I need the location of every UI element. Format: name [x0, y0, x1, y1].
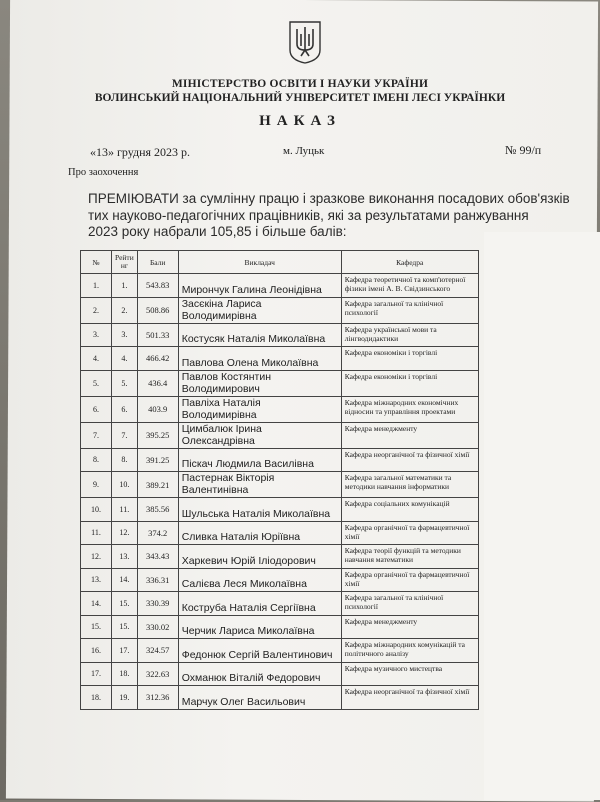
cell-teacher: Піскач Людмила Василівна: [178, 448, 341, 472]
cell-teacher: Сливка Наталія Юріївна: [178, 521, 341, 545]
table-row: [81, 568, 479, 592]
ministry-name: МІНІСТЕРСТВО ОСВІТИ І НАУКИ УКРАЇНИ: [171, 78, 429, 90]
header-teacher: Викладач: [178, 251, 341, 274]
cell-teacher: Пастернак Вікторія Валентинівна: [178, 472, 341, 498]
cell-department: Кафедра української мови та лінгводидактики: [341, 323, 478, 347]
cell-no: 5.: [81, 370, 112, 396]
cell-rank: 15.: [112, 615, 138, 639]
award-table: [80, 250, 479, 710]
paragraph-line-2: тих науково-педагогічних працівників, які за результатами ранжування: [88, 208, 529, 223]
cell-no: 6.: [81, 396, 112, 422]
cell-department: Кафедра соціальних комунікацій: [341, 498, 478, 522]
table-row: [81, 592, 479, 616]
cell-score: 336.31: [137, 568, 178, 592]
cell-no: 2.: [81, 297, 112, 323]
cell-department: Кафедра менеджменту: [341, 615, 478, 639]
table-row: [81, 545, 479, 569]
cell-rank: 1.: [112, 274, 138, 298]
cell-rank: 6.: [112, 396, 138, 422]
table-row: [81, 498, 479, 522]
table-row: [81, 422, 479, 448]
cell-no: 14.: [81, 592, 112, 616]
header-rank: Рейти нг: [112, 251, 138, 274]
cell-rank: 3.: [112, 323, 138, 347]
cell-score: 501.33: [137, 323, 178, 347]
paragraph-line-3: 2023 року набрали 105,85 і більше балів:: [88, 224, 347, 239]
cell-score: 391.25: [137, 448, 178, 472]
table-row: [81, 686, 479, 710]
document-title: НАКАЗ: [259, 113, 341, 129]
cell-department: Кафедра неорганічної та фізичної хімії: [341, 448, 478, 472]
cell-score: 324.57: [137, 639, 178, 663]
cell-score: 508.86: [137, 297, 178, 323]
cell-department: Кафедра міжнародних комунікацій та політичного аналізу: [341, 639, 478, 663]
cell-department: Кафедра загальної математики та методики навчання інформатики: [341, 472, 478, 498]
cell-rank: 7.: [112, 422, 138, 448]
table-row: [81, 639, 479, 663]
cell-teacher: Марчук Олег Васильович: [178, 686, 341, 710]
cell-score: 389.21: [137, 472, 178, 498]
table-header-row: [81, 251, 479, 274]
cell-department: Кафедра музичного мистецтва: [341, 662, 478, 686]
cell-department: Кафедра органічної та фармацевтичної хімії: [341, 521, 478, 545]
cell-no: 9.: [81, 472, 112, 498]
table-row: [81, 370, 479, 396]
cell-rank: 13.: [112, 545, 138, 569]
table-row: [81, 396, 479, 422]
cell-score: 374.2: [137, 521, 178, 545]
cell-score: 543.83: [137, 274, 178, 298]
second-sheet-edge: [484, 232, 600, 800]
cell-score: 343.43: [137, 545, 178, 569]
cell-teacher: Цимбалюк Ірина Олександрівна: [178, 422, 341, 448]
cell-no: 8.: [81, 448, 112, 472]
order-city: м. Луцьк: [283, 145, 325, 157]
cell-rank: 11.: [112, 498, 138, 522]
cell-no: 18.: [81, 686, 112, 710]
cell-teacher: Федонюк Сергій Валентинович: [178, 639, 341, 663]
cell-rank: 8.: [112, 448, 138, 472]
cell-score: 385.56: [137, 498, 178, 522]
cell-department: Кафедра міжнародних економічних відносин та управління проектами: [341, 396, 478, 422]
cell-teacher: Павлова Олена Миколаївна: [178, 347, 341, 371]
cell-no: 4.: [81, 347, 112, 371]
cell-teacher: Павлов Костянтин Володимирович: [178, 370, 341, 396]
table-row: [81, 521, 479, 545]
cell-no: 10.: [81, 498, 112, 522]
table-row: [81, 662, 479, 686]
cell-score: 330.39: [137, 592, 178, 616]
cell-teacher: Шульська Наталія Миколаївна: [178, 498, 341, 522]
cell-score: 403.9: [137, 396, 178, 422]
cell-rank: 10.: [112, 472, 138, 498]
cell-no: 3.: [81, 323, 112, 347]
cell-score: 330.02: [137, 615, 178, 639]
cell-rank: 12.: [112, 521, 138, 545]
cell-teacher: Харкевич Юрій Іліодорович: [178, 545, 341, 569]
table-row: [81, 615, 479, 639]
cell-score: 466.42: [137, 347, 178, 371]
table-row: [81, 472, 479, 498]
cell-department: Кафедра загальної та клінічної психології: [341, 592, 478, 616]
cell-no: 17.: [81, 662, 112, 686]
cell-rank: 14.: [112, 568, 138, 592]
table-row: [81, 274, 479, 298]
cell-department: Кафедра неорганічної та фізичної хімії: [341, 686, 478, 710]
cell-teacher: Засєкіна Лариса Володимирівна: [178, 297, 341, 323]
cell-department: Кафедра теорії функцій та методики навчання математики: [341, 545, 478, 569]
order-date: «13» грудня 2023 р.: [90, 145, 191, 159]
table-row: [81, 347, 479, 371]
cell-teacher: Мирончук Галина Леонідівна: [178, 274, 341, 298]
trident-emblem-icon: [288, 20, 322, 64]
cell-no: 11.: [81, 521, 112, 545]
cell-rank: 5.: [112, 370, 138, 396]
cell-teacher: Черчик Лариса Миколаївна: [178, 615, 341, 639]
cell-department: Кафедра органічної та фармацевтичної хімії: [341, 568, 478, 592]
paragraph-line-1: ПРЕМІЮВАТИ за сумлінну працю і зразкове виконання посадових обов'язків: [88, 191, 570, 206]
cell-no: 16.: [81, 639, 112, 663]
cell-teacher: Охманюк Віталій Федорович: [178, 662, 341, 686]
cell-rank: 17.: [112, 639, 138, 663]
cell-rank: 15.: [112, 592, 138, 616]
cell-no: 15.: [81, 615, 112, 639]
header-department: Кафедра: [341, 251, 478, 274]
cell-rank: 19.: [112, 686, 138, 710]
table-row: [81, 297, 479, 323]
cell-teacher: Павліха Наталія Володимирівна: [178, 396, 341, 422]
cell-score: 322.63: [137, 662, 178, 686]
cell-rank: 2.: [112, 297, 138, 323]
cell-score: 312.36: [137, 686, 178, 710]
cell-department: Кафедра економіки і торгівлі: [341, 347, 478, 371]
cell-department: Кафедра загальної та клінічної психології: [341, 297, 478, 323]
cell-department: Кафедра теоретичної та комп'ютерної фізики імені А. В. Свідзинського: [341, 274, 478, 298]
cell-no: 7.: [81, 422, 112, 448]
header-no: №: [81, 251, 112, 274]
cell-rank: 18.: [112, 662, 138, 686]
cell-score: 436.4: [137, 370, 178, 396]
cell-teacher: Костусяк Наталія Миколаївна: [178, 323, 341, 347]
cell-teacher: Коструба Наталія Сергіївна: [178, 592, 341, 616]
order-number: № 99/п: [505, 143, 542, 157]
cell-no: 12.: [81, 545, 112, 569]
cell-no: 1.: [81, 274, 112, 298]
table-row: [81, 448, 479, 472]
cell-score: 395.25: [137, 422, 178, 448]
cell-no: 13.: [81, 568, 112, 592]
university-name: ВОЛИНСЬКИЙ НАЦІОНАЛЬНИЙ УНІВЕРСИТЕТ ІМЕНІ ЛЕСІ УКРАЇНКИ: [94, 92, 506, 104]
cell-teacher: Салієва Леся Миколаївна: [178, 568, 341, 592]
cell-department: Кафедра економіки і торгівлі: [341, 370, 478, 396]
cell-rank: 4.: [112, 347, 138, 371]
table-row: [81, 323, 479, 347]
cell-department: Кафедра менеджменту: [341, 422, 478, 448]
header-score: Бали: [137, 251, 178, 274]
order-subject: Про заохочення: [68, 167, 139, 178]
